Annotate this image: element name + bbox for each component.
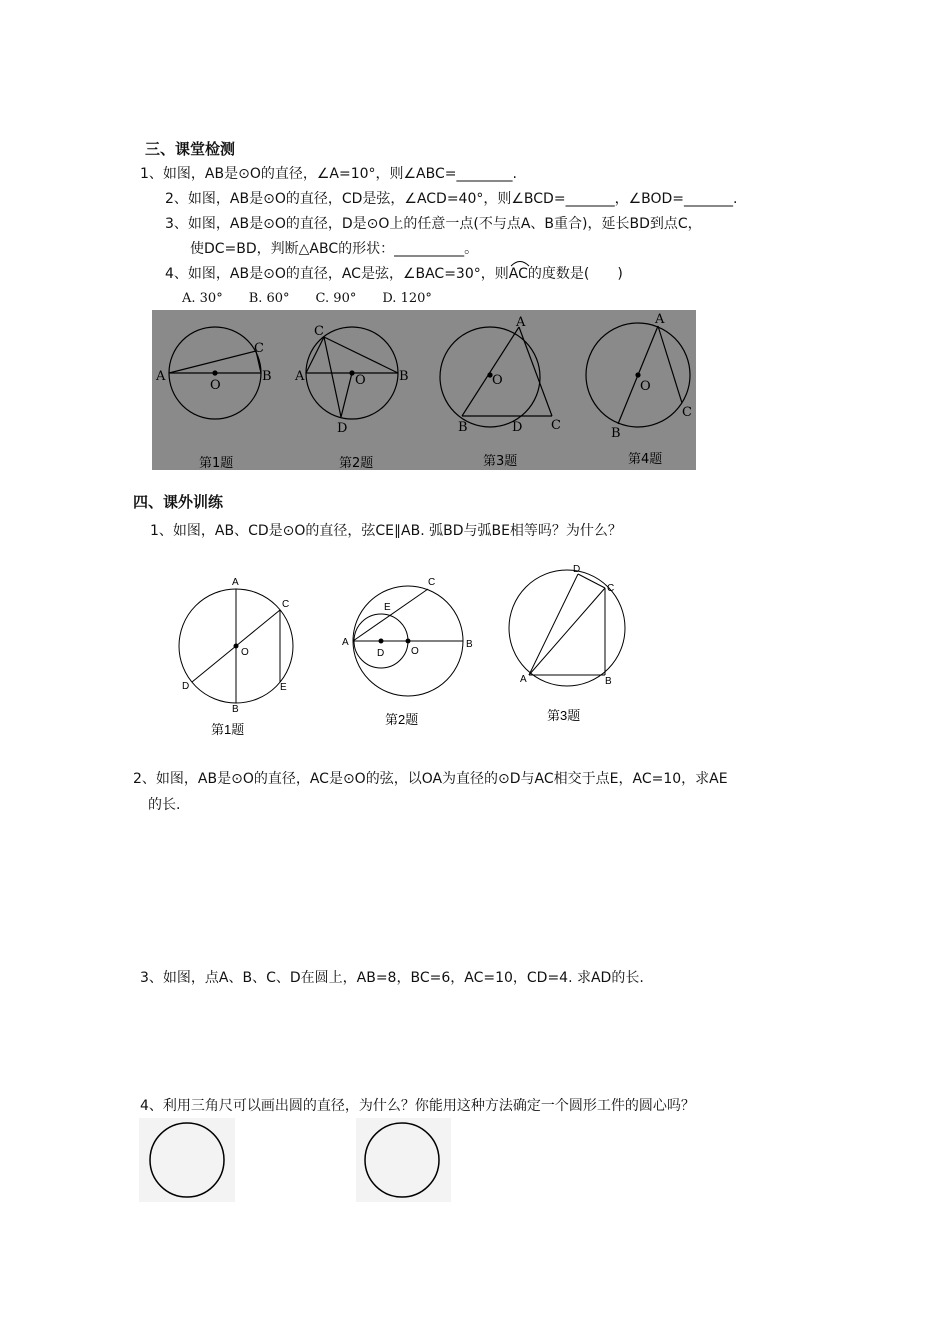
fig3-1-chord-ac bbox=[169, 351, 256, 373]
fig3-4-label-b: B bbox=[611, 426, 621, 441]
fig4-3-label-d: D bbox=[573, 564, 581, 575]
fig4-2-label-o: O bbox=[411, 646, 419, 657]
fig4-1-label-d: D bbox=[182, 681, 190, 692]
workpiece-circle-1 bbox=[139, 1118, 235, 1202]
fig4-2-label-b: B bbox=[466, 639, 473, 650]
fig4-1-label-o: O bbox=[241, 647, 249, 658]
fig3-4-label-o: O bbox=[640, 379, 651, 394]
fig4-1-caption: 第1题 bbox=[211, 722, 245, 737]
section4-q2-line1: 2、如图，AB是⊙O的直径，AC是⊙O的弦，以OA为直径的⊙D与AC相交于点E，AC=10，求AE bbox=[133, 771, 728, 787]
fig4-1-label-a: A bbox=[232, 577, 239, 588]
section3-figures-panel bbox=[152, 310, 696, 470]
fig4-3-label-a: A bbox=[520, 674, 527, 685]
workpiece-box-2 bbox=[356, 1118, 451, 1202]
fig3-1 bbox=[169, 327, 261, 419]
fig3-1-caption: 第1题 bbox=[199, 456, 234, 470]
section4-q2-line2: 的长. bbox=[148, 797, 181, 813]
section3-q3-line2: 使DC=BD，判断△ABC的形状：__________。 bbox=[190, 241, 479, 257]
fig3-3-label-b: B bbox=[458, 420, 468, 435]
section3-q4-post: 的度数是( ) bbox=[527, 266, 623, 282]
fig4-2-caption: 第2题 bbox=[385, 712, 419, 727]
section3-title: 三、课堂检测 bbox=[145, 140, 236, 158]
workpiece-circle-2 bbox=[356, 1118, 451, 1202]
fig3-4-label-a: A bbox=[655, 312, 665, 327]
fig3-3-label-d: D bbox=[512, 420, 523, 435]
fig3-2-label-a: A bbox=[295, 369, 305, 384]
fig3-3-caption: 第3题 bbox=[483, 454, 518, 469]
fig4-2-label-d: D bbox=[377, 648, 385, 659]
fig3-1-label-o: O bbox=[210, 378, 221, 393]
fig4-1 bbox=[179, 589, 293, 703]
fig4-2 bbox=[353, 586, 463, 696]
fig3-2-label-o: O bbox=[355, 373, 366, 388]
fig3-2-label-c: C bbox=[314, 324, 324, 339]
fig3-4 bbox=[586, 323, 690, 427]
arc-mark-icon bbox=[509, 259, 531, 267]
fig3-2-label-b: B bbox=[399, 369, 409, 384]
fig4-2-label-a: A bbox=[342, 637, 349, 648]
fig3-4-center-dot bbox=[636, 373, 640, 377]
fig3-3-label-o: O bbox=[492, 373, 503, 388]
fig3-3-label-a: A bbox=[516, 315, 526, 330]
fig4-3-chord-ac bbox=[529, 588, 605, 675]
fig4-1-label-b: B bbox=[232, 704, 239, 715]
fig4-3-label-c: C bbox=[607, 583, 615, 594]
section3-figures bbox=[152, 310, 696, 470]
fig4-2-d-dot bbox=[379, 639, 383, 643]
section3-q4-options: A. 30° B. 60° C. 90° D. 120° bbox=[182, 291, 432, 306]
fig3-3-label-c: C bbox=[551, 418, 561, 433]
fig3-4-chord-ac bbox=[658, 326, 682, 403]
section4-figures bbox=[0, 560, 950, 745]
section4-title: 四、课外训练 bbox=[133, 493, 224, 511]
fig3-2-caption: 第2题 bbox=[339, 456, 374, 470]
fig4-3-label-b: B bbox=[605, 676, 612, 687]
section3-q3-line1: 3、如图，AB是⊙O的直径，D是⊙O上的任意一点(不与点A、B重合)，延长BD到点C， bbox=[165, 216, 702, 232]
section3-q4-arc bbox=[509, 265, 528, 283]
section3-q4 bbox=[165, 265, 623, 283]
section3-q4-pre: 4、如图，AB是⊙O的直径，AC是弦，∠BAC=30°，则 bbox=[165, 266, 509, 282]
fig3-2-chord-cd bbox=[324, 337, 341, 417]
fig3-2-chord-ca bbox=[306, 337, 324, 373]
fig3-2 bbox=[306, 327, 398, 419]
fig3-3-diameter-ab bbox=[462, 327, 519, 416]
fig3-4-caption: 第4题 bbox=[628, 452, 663, 467]
fig3-3-side-ac bbox=[519, 327, 552, 416]
fig3-2-label-d: D bbox=[337, 421, 348, 436]
fig3-2-radius-od bbox=[341, 373, 352, 417]
fig3-1-label-c: C bbox=[254, 341, 264, 356]
fig3-1-label-a: A bbox=[156, 369, 166, 384]
fig4-3-chord-ad bbox=[529, 574, 578, 675]
fig3-1-center-dot bbox=[213, 371, 217, 375]
fig4-2-label-e: E bbox=[384, 602, 391, 613]
section4-q1: 1、如图，AB、CD是⊙O的直径，弦CE∥AB. 弧BD与弧BE相等吗？为什么？ bbox=[150, 523, 622, 539]
workpiece-box-1 bbox=[139, 1118, 235, 1202]
fig3-4-label-c: C bbox=[682, 405, 692, 420]
fig3-1-label-b: B bbox=[262, 369, 272, 384]
section3-q2: 2、如图，AB是⊙O的直径，CD是弦，∠ACD=40°，则∠BCD=_______，∠BOD=_______. bbox=[165, 191, 738, 207]
fig4-2-chord-ac bbox=[353, 589, 428, 641]
section4-q4: 4、利用三角尺可以画出圆的直径，为什么？你能用这种方法确定一个圆形工件的圆心吗？ bbox=[140, 1098, 695, 1114]
section3-q4-arc-label: AC bbox=[508, 266, 528, 282]
fig3-2-center-dot bbox=[350, 371, 354, 375]
fig4-1-label-c: C bbox=[282, 599, 290, 610]
fig4-2-o-dot bbox=[406, 639, 410, 643]
fig4-2-label-c: C bbox=[428, 577, 436, 588]
fig4-1-label-e: E bbox=[280, 682, 287, 693]
fig4-3-caption: 第3题 bbox=[547, 708, 581, 723]
fig4-1-center-dot bbox=[234, 644, 238, 648]
section3-q1: 1、如图，AB是⊙O的直径，∠A=10°，则∠ABC=________. bbox=[140, 166, 517, 182]
section4-q3: 3、如图，点A、B、C、D在圆上，AB=8，BC=6，AC=10，CD=4. 求AD的长. bbox=[140, 970, 644, 986]
